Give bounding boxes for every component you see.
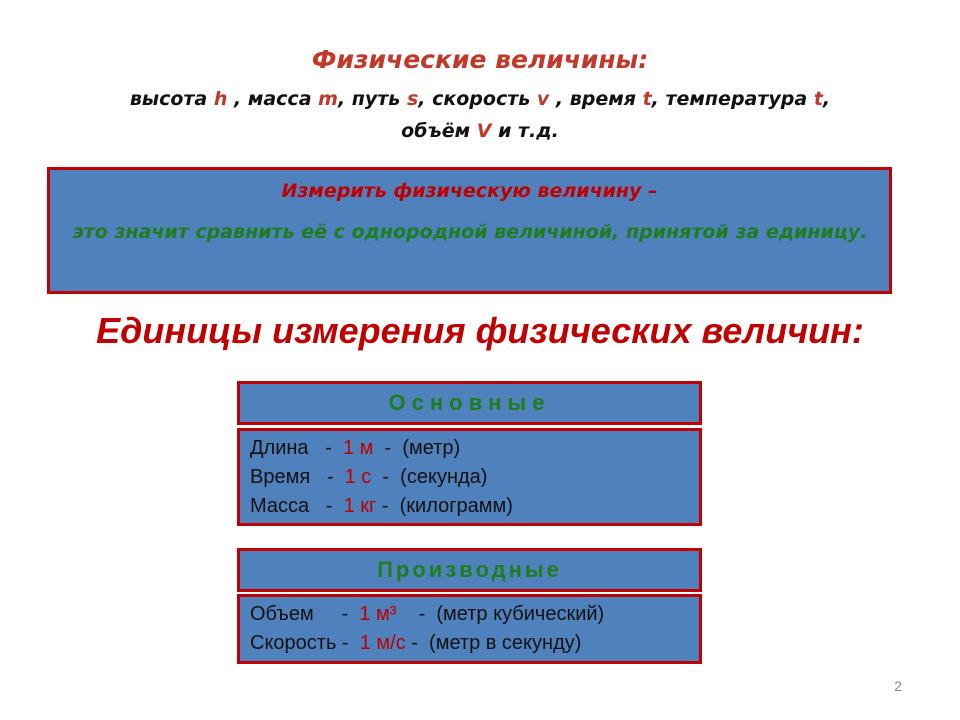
quantity-label: , температура <box>651 88 814 110</box>
quantity-label: и т.д. <box>491 120 559 142</box>
unit-description: - (килограмм) <box>376 495 513 517</box>
quantity-label: объём <box>401 120 477 142</box>
unit-description: - (секунда) <box>371 466 488 488</box>
derived-units-list <box>237 594 702 664</box>
quantity-symbol: v <box>536 88 550 110</box>
quantity-symbol: V <box>476 120 492 142</box>
quantity-symbol: m <box>318 88 338 110</box>
quantities-line-1 <box>60 84 900 114</box>
unit-quantity: Объем - <box>250 603 360 625</box>
quantity-label: , масса <box>227 88 319 110</box>
unit-description: - (метр) <box>373 437 461 459</box>
quantity-label: , время <box>549 88 643 110</box>
unit-value: 1 м³ <box>359 603 397 625</box>
quantity-symbol: t <box>642 88 652 110</box>
definition-term: Измерить физическую величину – <box>281 180 658 202</box>
unit-value: 1 с <box>344 466 372 488</box>
quantity-label: высота <box>129 88 214 110</box>
page-number: 2 <box>894 678 902 694</box>
basic-units-header <box>237 381 702 425</box>
basic-unit-row <box>250 495 513 518</box>
unit-quantity: Масса - <box>250 495 344 517</box>
basic-units-list <box>237 428 702 526</box>
unit-quantity: Скорость - <box>250 632 360 654</box>
quantity-symbol: h <box>213 88 228 110</box>
derived-units-header-text: Производные <box>377 557 562 582</box>
derived-unit-row <box>250 632 581 655</box>
derived-unit-row <box>250 603 604 626</box>
definition-text: это значит сравнить её с однородной величиной, принятой за единицу. <box>72 221 868 243</box>
unit-description: - (метр кубический) <box>396 603 605 625</box>
slide-title: Физические величины: <box>311 45 649 74</box>
quantity-label: , <box>822 88 831 110</box>
unit-description: - (метр в секунду) <box>405 632 582 654</box>
basic-unit-row <box>250 466 487 489</box>
unit-value: 1 кг <box>343 495 377 517</box>
unit-quantity: Длина - <box>250 437 343 459</box>
quantity-label: , путь <box>337 88 407 110</box>
basic-units-header-text: Основные <box>388 390 551 415</box>
quantities-line-2 <box>60 116 900 146</box>
units-heading: Единицы измерения физических величин: <box>96 310 864 351</box>
unit-value: 1 м <box>343 437 374 459</box>
quantity-symbol: s <box>406 88 419 110</box>
unit-value: 1 м/с <box>359 632 406 654</box>
definition-box <box>47 167 892 294</box>
quantity-label: , скорость <box>418 88 537 110</box>
basic-unit-row <box>250 437 460 460</box>
quantity-symbol: t <box>813 88 823 110</box>
unit-quantity: Время - <box>250 466 345 488</box>
derived-units-header <box>237 548 702 592</box>
